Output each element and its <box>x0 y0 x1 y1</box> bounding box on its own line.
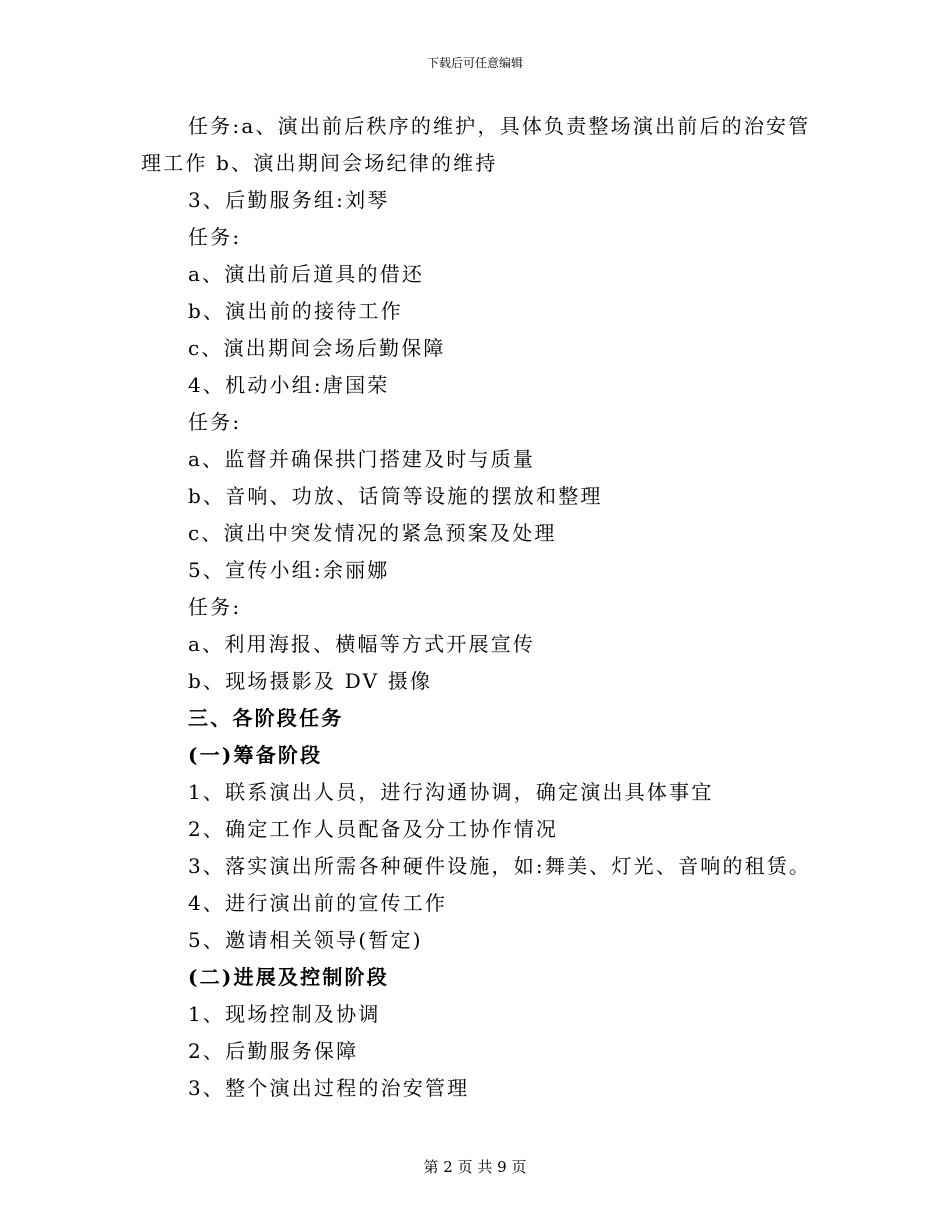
task-label: 任务: <box>188 225 242 249</box>
list-item: 5、邀请相关领导(暂定) <box>188 928 423 952</box>
task-label: 任务: <box>188 410 242 434</box>
subsection-heading: (二)进展及控制阶段 <box>188 965 389 989</box>
list-item: c、演出中突发情况的紧急预案及处理 <box>188 521 557 545</box>
list-item: c、演出期间会场后勤保障 <box>188 336 446 360</box>
task-label: 任务: <box>188 595 242 619</box>
list-item: a、演出前后道具的借还 <box>188 262 425 286</box>
subsection-heading: (一)筹备阶段 <box>188 743 323 767</box>
list-item: 2、确定工作人员配备及分工协作情况 <box>188 817 559 841</box>
list-item: 2、后勤服务保障 <box>188 1039 359 1063</box>
page-footer: 第 2 页 共 9 页 <box>423 1158 527 1176</box>
list-item: b、音响、功放、话筒等设施的摆放和整理 <box>188 484 603 508</box>
list-item: 4、进行演出前的宣传工作 <box>188 891 448 915</box>
list-item: a、监督并确保拱门搭建及时与质量 <box>188 447 536 471</box>
list-item: 3、整个演出过程的治安管理 <box>188 1076 470 1100</box>
group-heading-mobile: 4、机动小组:唐国荣 <box>188 373 390 397</box>
paragraph-security-tasks: 任务:a、演出前后秩序的维护，具体负责整场演出前后的治安管理工作 b、演出期间会场纪律的维持 <box>141 114 811 175</box>
document-body <box>141 108 821 1107</box>
list-item: 1、现场控制及协调 <box>188 1002 381 1026</box>
list-item: 3、落实演出所需各种硬件设施，如:舞美、灯光、音响的租赁。 <box>188 854 812 878</box>
section-heading: 三、各阶段任务 <box>188 706 344 730</box>
list-item: 1、联系演出人员，进行沟通协调，确定演出具体事宜 <box>188 780 714 804</box>
page-header: 下载后可任意编辑 <box>426 56 523 70</box>
list-item: b、演出前的接待工作 <box>188 299 403 323</box>
list-item: b、现场摄影及 DV 摄像 <box>188 669 433 693</box>
group-heading-logistics: 3、后勤服务组:刘琴 <box>188 188 390 212</box>
list-item: a、利用海报、横幅等方式开展宣传 <box>188 632 536 656</box>
group-heading-publicity: 5、宣传小组:余丽娜 <box>188 558 390 582</box>
